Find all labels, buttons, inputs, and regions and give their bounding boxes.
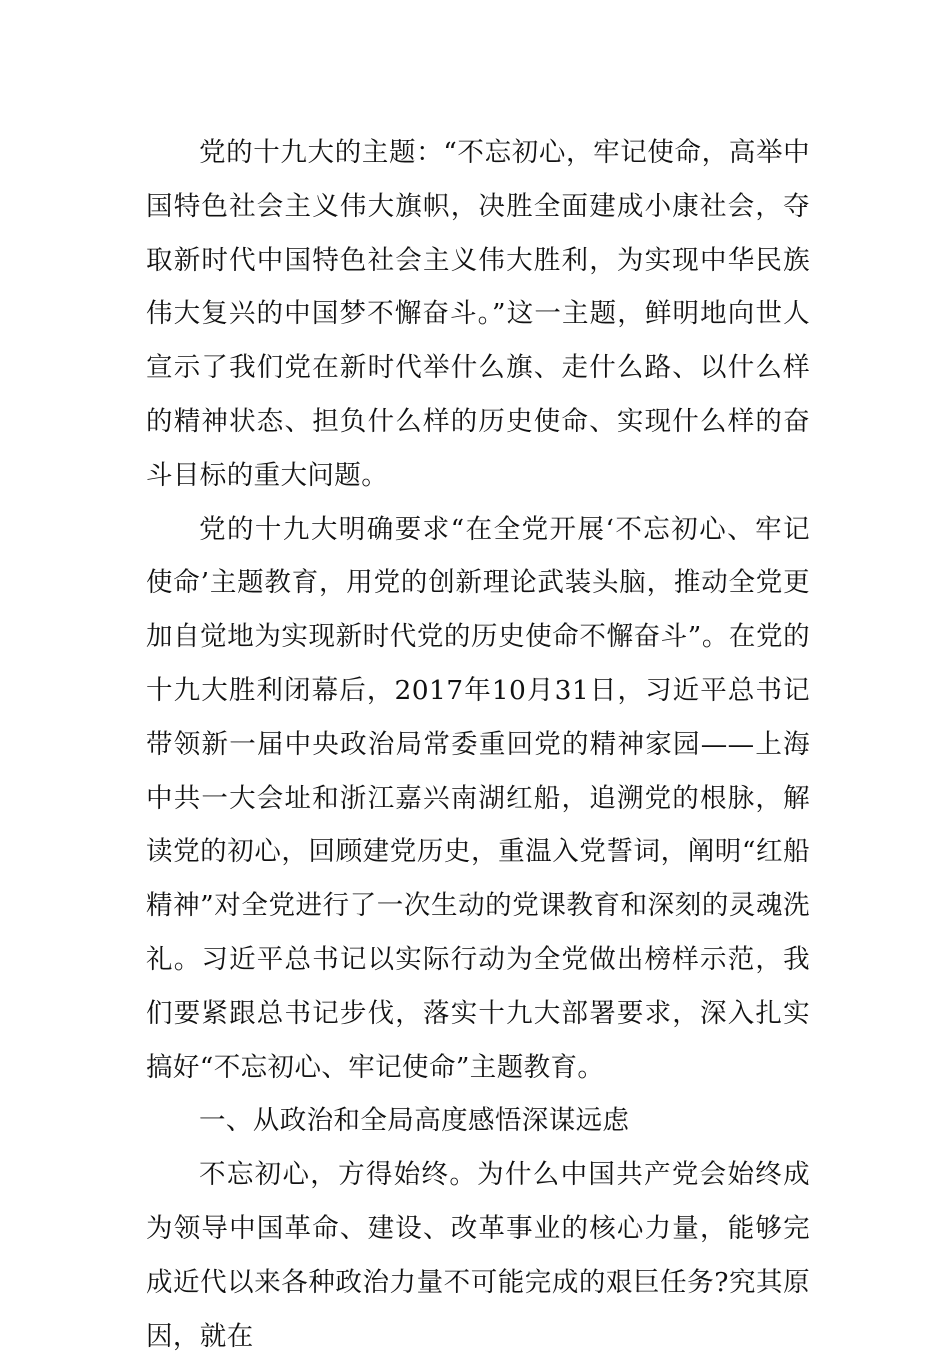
section-heading: 一、从政治和全局高度感悟深谋远虑	[199, 1105, 630, 1137]
paragraph-education-requirement: 党的十九大明确要求“在全党开展‘不忘初心、牢记使命’主题教育，用党的创新理论武装头脑，推动全党更加自觉地为实现新时代党的历史使命不懈奋斗”。在党的十九大胜利闭幕后，2017年10月31日，习近平总书记带领新一届中央政治局常委重回党的精神家园——上海中共一大会址和浙江嘉兴南湖红船，追溯党的根脉，解读党的初心，回顾建党历史，重温入党誓词，阐明“红船精神”对全党进行了一次生动的党课教育和深刻的灵魂洗礼。习近平总书记以实际行动为全党做出榜样示范，我们要紧跟总书记步伐，落实十九大部署要求，深入扎实搞好“不忘初心、牢记使命”主题教育。	[146, 513, 810, 1083]
paragraph-original-aspiration: 不忘初心，方得始终。为什么中国共产党会始终成为领导中国革命、建设、改革事业的核心力量，能够完成近代以来各种政治力量不可能完成的艰巨任务?究其原因，就在	[146, 1159, 810, 1352]
document-body	[146, 126, 810, 1363]
paragraph-theme: 党的十九大的主题：“不忘初心，牢记使命，高举中国特色社会主义伟大旗帜，决胜全面建成小康社会，夺取新时代中国特色社会主义伟大胜利，为实现中华民族伟大复兴的中国梦不懈奋斗。”这一主题，鲜明地向世人宣示了我们党在新时代举什么旗、走什么路、以什么样的精神状态、担负什么样的历史使命、实现什么样的奋斗目标的重大问题。	[146, 137, 810, 491]
